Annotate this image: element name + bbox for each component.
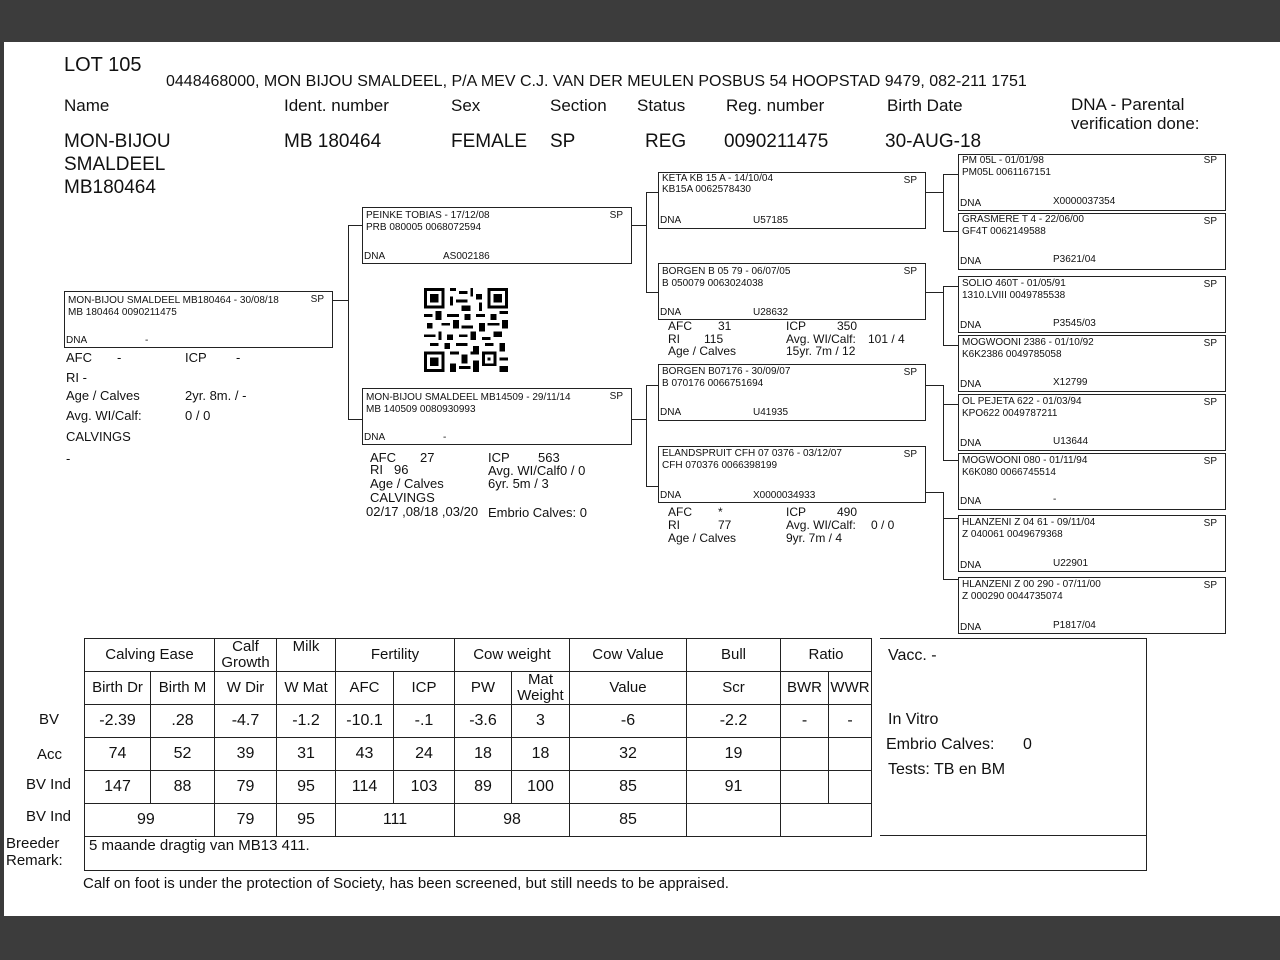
- self-afc-value: -: [117, 350, 122, 365]
- gp3-sp: SP: [903, 367, 917, 378]
- gp2-wi-label: Avg. WI/Calf:: [786, 332, 856, 346]
- table-cell: [829, 738, 872, 771]
- animal-ident: MB 180464: [284, 131, 382, 152]
- gp2-title: BORGEN B 05 79 - 06/07/05: [662, 266, 791, 277]
- gp2-age-label: Age / Calves: [668, 344, 737, 358]
- great-grandparent-box-6: [958, 453, 1226, 510]
- col-pw: PW: [455, 672, 512, 705]
- table-cell: 91: [687, 771, 781, 804]
- ggp2-dna-value: P3621/04: [1053, 254, 1096, 265]
- breeding-values-table: [84, 638, 872, 837]
- gp3-dna-value: U41935: [753, 407, 789, 418]
- ggp8-line2: Z 000290 0044735074: [962, 591, 1063, 602]
- self-title: MON-BIJOU SMALDEEL MB180464 - 30/08/18: [68, 295, 279, 306]
- ggp5-dna-value: U13644: [1053, 436, 1089, 447]
- pedigree-certificate-page: [4, 42, 1280, 916]
- animal-birth: 30-AUG-18: [885, 131, 982, 152]
- viewer-top-bar: [0, 0, 1280, 42]
- header-sex: Sex: [451, 96, 481, 115]
- table-cell: 103: [394, 771, 455, 804]
- group-calf-growth: Calf Growth: [215, 639, 277, 672]
- table-cell: 32: [570, 738, 687, 771]
- gp4-icp-label: ICP: [786, 505, 807, 519]
- self-wi-value: 0 / 0: [185, 408, 211, 423]
- gp2-wi-value: 101 / 4: [868, 332, 905, 346]
- table-cell: 79: [215, 804, 277, 837]
- dam-box: [362, 388, 632, 445]
- vacc-text: Vacc. -: [888, 647, 937, 664]
- table-cell: [781, 771, 829, 804]
- ggp8-dna-value: P1817/04: [1053, 620, 1096, 631]
- lot-number: LOT 105: [64, 54, 142, 76]
- table-cell: 31: [277, 738, 336, 771]
- ggp4-sp: SP: [1203, 338, 1217, 349]
- breeder-label: Breeder: [6, 835, 60, 852]
- table-cell: -.1: [394, 705, 455, 738]
- grandparent-box-2: [658, 263, 926, 320]
- vaccination-panel: [880, 638, 1147, 836]
- great-grandparent-box-4: [958, 335, 1226, 392]
- gp1-dna-value: U57185: [753, 215, 789, 226]
- table-cell: .28: [151, 705, 215, 738]
- ggp5-title: OL PEJETA 622 - 01/03/94: [962, 396, 1082, 407]
- header-birth: Birth Date: [887, 96, 963, 115]
- table-cell: 43: [336, 738, 394, 771]
- table-cell: 18: [512, 738, 570, 771]
- group-fertility: Fertility: [336, 639, 455, 672]
- self-icp-label: ICP: [185, 350, 207, 365]
- group-cow-value: Cow Value: [570, 639, 687, 672]
- ggp5-sp: SP: [1203, 397, 1217, 408]
- owner-line: 0448468000, MON BIJOU SMALDEEL, P/A MEV C.J. VAN DER MEULEN POSBUS 54 HOOPSTAD 9479, 082-211 1751: [166, 73, 1027, 90]
- header-section: Section: [550, 96, 607, 115]
- gp3-line2: B 070176 0066751694: [662, 378, 764, 389]
- table-cell: 114: [336, 771, 394, 804]
- dam-icp-value: 563: [538, 450, 560, 465]
- table-cell: 85: [570, 771, 687, 804]
- gp4-age-value: 9yr. 7m / 4: [786, 531, 843, 545]
- gp2-icp-value: 350: [837, 319, 858, 333]
- dam-age-value: 6yr. 5m / 3: [488, 476, 549, 491]
- ggp2-sp: SP: [1203, 216, 1217, 227]
- sire-title: PEINKE TOBIAS - 17/12/08: [366, 210, 490, 221]
- gp2-afc-value: 31: [718, 319, 732, 333]
- animal-reg: 0090211475: [724, 131, 829, 152]
- breeder-remark-text: 5 maande dragtig van MB13 411.: [89, 837, 310, 854]
- sire-dna-label: DNA: [364, 251, 386, 262]
- dam-line2: MB 140509 0080930993: [366, 404, 476, 415]
- sire-dna-value: AS002186: [443, 251, 490, 262]
- group-bull: Bull: [687, 639, 781, 672]
- table-cell: 89: [455, 771, 512, 804]
- table-cell: 85: [570, 804, 687, 837]
- dam-icp-label: ICP: [488, 450, 510, 465]
- gp4-dna-label: DNA: [660, 490, 682, 501]
- table-cell: 111: [336, 804, 455, 837]
- table-cell: -6: [570, 705, 687, 738]
- ggp4-title: MOGWOONI 2386 - 01/10/92: [962, 337, 1094, 348]
- gp2-ri-label: RI: [668, 332, 680, 346]
- gp1-sp: SP: [903, 175, 917, 186]
- ggp1-line2: PM05L 0061167151: [962, 167, 1051, 178]
- self-icp-value: -: [236, 350, 241, 365]
- table-cell: 18: [455, 738, 512, 771]
- self-age-value: 2yr. 8m. / -: [185, 388, 247, 403]
- col-value: Value: [570, 672, 687, 705]
- ggp2-title: GRASMERE T 4 - 22/06/00: [962, 214, 1084, 225]
- col-birth-m: Birth M: [151, 672, 215, 705]
- gp4-age-label: Age / Calves: [668, 531, 737, 545]
- sire-sp: SP: [609, 210, 623, 221]
- embrio-calves-value: 0: [1023, 736, 1032, 753]
- gp4-icp-value: 490: [837, 505, 858, 519]
- column-header-row: [85, 672, 872, 705]
- remark-label: Remark:: [6, 852, 63, 869]
- gp2-dna-label: DNA: [660, 307, 682, 318]
- dam-embrio: Embrio Calves: 0: [488, 505, 587, 520]
- animal-section: SP: [550, 131, 576, 152]
- gp2-ri-value: 115: [704, 332, 724, 346]
- ggp1-sp: SP: [1203, 155, 1217, 166]
- animal-name-2: SMALDEEL: [64, 154, 166, 175]
- ggp3-title: SOLIO 460T - 01/05/91: [962, 278, 1066, 289]
- row-label-bv-ind: BV Ind: [26, 776, 72, 793]
- table-cell: [781, 804, 872, 837]
- animal-status: REG: [645, 131, 687, 152]
- gp2-line2: B 050079 0063024038: [662, 278, 764, 289]
- animal-name-1: MON-BIJOU: [64, 131, 171, 152]
- ggp8-dna-label: DNA: [960, 622, 982, 633]
- ggp3-line2: 1310.LVIII 0049785538: [962, 290, 1066, 301]
- ggp7-line2: Z 040061 0049679368: [962, 529, 1063, 540]
- col-scr: Scr: [687, 672, 781, 705]
- dam-title: MON-BIJOU SMALDEEL MB14509 - 29/11/14: [366, 392, 571, 403]
- gp4-afc-label: AFC: [668, 505, 692, 519]
- grandparent-box-3: [658, 364, 926, 421]
- self-dna-label: DNA: [66, 335, 88, 346]
- gp4-line2: CFH 070376 0066398199: [662, 460, 778, 471]
- table-cell: 95: [277, 771, 336, 804]
- ggp6-sp: SP: [1203, 456, 1217, 467]
- table-row-acc: [85, 738, 872, 771]
- animal-name-3: MB180464: [64, 177, 156, 198]
- gp1-title: KETA KB 15 A - 14/10/04: [662, 173, 774, 184]
- ggp8-title: HLANZENI Z 00 290 - 07/11/00: [962, 579, 1101, 590]
- self-line2: MB 180464 0090211475: [68, 307, 177, 318]
- dam-wi: Avg. WI/Calf0 / 0: [488, 463, 586, 478]
- gp2-dna-value: U28632: [753, 307, 789, 318]
- dam-sp: SP: [609, 391, 623, 402]
- row-label-acc: Acc: [37, 746, 63, 763]
- gp4-wi-value: 0 / 0: [871, 518, 895, 532]
- col-icp: ICP: [394, 672, 455, 705]
- self-sp: SP: [310, 294, 324, 305]
- self-ri: RI -: [66, 370, 87, 385]
- viewer-bottom-bar: [0, 916, 1280, 960]
- group-ratio: Ratio: [781, 639, 872, 672]
- breeder-remark-box: [84, 836, 1147, 871]
- self-age-label: Age / Calves: [66, 388, 140, 403]
- ggp1-dna-label: DNA: [960, 198, 982, 209]
- gp4-sp: SP: [903, 449, 917, 460]
- gp2-age-value: 15yr. 7m / 12: [786, 344, 856, 358]
- gp2-afc-label: AFC: [668, 319, 692, 333]
- qr-code-icon: [422, 288, 510, 372]
- col-afc: AFC: [336, 672, 394, 705]
- self-pedigree-box: [64, 291, 333, 348]
- gp4-afc-value: *: [718, 505, 723, 519]
- table-cell: -10.1: [336, 705, 394, 738]
- table-cell: 24: [394, 738, 455, 771]
- dam-calvings-label: CALVINGS: [370, 490, 435, 505]
- table-cell: 19: [687, 738, 781, 771]
- ggp3-dna-value: P3545/03: [1053, 318, 1096, 329]
- sire-box: [362, 207, 632, 264]
- table-row-bv-ind: [85, 771, 872, 804]
- col-mat-weight: Mat Weight: [512, 672, 570, 705]
- table-cell: -1.2: [277, 705, 336, 738]
- group-cow-weight: Cow weight: [455, 639, 570, 672]
- table-cell: 98: [455, 804, 570, 837]
- self-calvings-value: -: [66, 451, 71, 466]
- self-dna-value: -: [145, 335, 149, 346]
- ggp8-sp: SP: [1203, 580, 1217, 591]
- ggp1-dna-value: X0000037354: [1053, 196, 1116, 207]
- col-wwr: WWR: [829, 672, 872, 705]
- embrio-calves-label: Embrio Calves:: [886, 736, 995, 753]
- dam-age-label: Age / Calves: [370, 476, 444, 491]
- sire-line2: PRB 080005 0068072594: [366, 222, 482, 233]
- table-cell: [687, 804, 781, 837]
- ggp5-line2: KPO622 0049787211: [962, 408, 1058, 419]
- grandparent-box-1: [658, 172, 926, 229]
- gp4-wi-label: Avg. WI/Calf:: [786, 518, 856, 532]
- table-cell: 79: [215, 771, 277, 804]
- col-bwr: BWR: [781, 672, 829, 705]
- great-grandparent-box-7: [958, 515, 1226, 572]
- ggp7-sp: SP: [1203, 518, 1217, 529]
- ggp7-title: HLANZENI Z 04 61 - 09/11/04: [962, 517, 1096, 528]
- table-cell: 39: [215, 738, 277, 771]
- group-calving-ease: Calving Ease: [85, 639, 215, 672]
- table-cell: 100: [512, 771, 570, 804]
- table-cell: 95: [277, 804, 336, 837]
- ggp5-dna-label: DNA: [960, 438, 982, 449]
- gp3-title: BORGEN B07176 - 30/09/07: [662, 366, 791, 377]
- table-cell: [829, 771, 872, 804]
- in-vitro-text: In Vitro: [888, 711, 939, 728]
- ggp2-line2: GF4T 0062149588: [962, 226, 1046, 237]
- ggp6-line2: K6K080 0066745514: [962, 467, 1056, 478]
- ggp3-sp: SP: [1203, 279, 1217, 290]
- gp1-line2: KB15A 0062578430: [662, 184, 751, 195]
- table-cell: -2.39: [85, 705, 151, 738]
- table-row-bv-ind-grouped: [85, 804, 872, 837]
- great-grandparent-box-3: [958, 276, 1226, 333]
- table-cell: 3: [512, 705, 570, 738]
- ggp2-dna-label: DNA: [960, 256, 982, 267]
- table-cell: -4.7: [215, 705, 277, 738]
- col-w-mat: W Mat: [277, 672, 336, 705]
- dam-calvings-value: 02/17 ,08/18 ,03/20: [366, 504, 479, 519]
- gp2-sp: SP: [903, 266, 917, 277]
- ggp6-dna-value: -: [1053, 494, 1057, 505]
- table-cell: 88: [151, 771, 215, 804]
- gp2-icp-label: ICP: [786, 319, 807, 333]
- table-cell: -3.6: [455, 705, 512, 738]
- header-ident: Ident. number: [284, 96, 389, 115]
- dam-afc-label: AFC: [370, 450, 396, 465]
- table-cell: -2.2: [687, 705, 781, 738]
- dam-ri-label: RI: [370, 462, 383, 477]
- table-cell: 74: [85, 738, 151, 771]
- gp1-dna-label: DNA: [660, 215, 682, 226]
- ggp7-dna-label: DNA: [960, 560, 982, 571]
- row-label-bv-ind-2: BV Ind: [26, 808, 72, 825]
- gp4-dna-value: X0000034933: [753, 490, 816, 501]
- animal-sex: FEMALE: [451, 131, 528, 152]
- dam-ri-value: 96: [394, 462, 409, 477]
- gp4-ri-value: 77: [718, 518, 732, 532]
- grandparent-box-4: [658, 446, 926, 503]
- gp3-dna-label: DNA: [660, 407, 682, 418]
- header-dna-1: DNA - Parental: [1071, 95, 1185, 114]
- self-afc-label: AFC: [66, 350, 92, 365]
- ggp4-dna-label: DNA: [960, 379, 982, 390]
- ggp6-dna-label: DNA: [960, 496, 982, 507]
- dam-afc-value: 27: [420, 450, 435, 465]
- header-reg: Reg. number: [726, 96, 825, 115]
- self-calvings-label: CALVINGS: [66, 429, 131, 444]
- gp4-ri-label: RI: [668, 518, 680, 532]
- great-grandparent-box-8: [958, 577, 1226, 634]
- header-name: Name: [64, 96, 110, 115]
- table-cell: -: [781, 705, 829, 738]
- col-w-dir: W Dir: [215, 672, 277, 705]
- table-cell: [781, 738, 829, 771]
- table-cell: 99: [85, 804, 215, 837]
- ggp4-line2: K6K2386 0049785058: [962, 349, 1062, 360]
- header-dna-2: verification done:: [1071, 114, 1200, 133]
- row-label-bv: BV: [39, 711, 60, 728]
- great-grandparent-box-1: [958, 154, 1226, 211]
- dam-dna-label: DNA: [364, 432, 386, 443]
- ggp7-dna-value: U22901: [1053, 558, 1089, 569]
- table-cell: -: [829, 705, 872, 738]
- tests-text: Tests: TB en BM: [888, 761, 1006, 778]
- great-grandparent-box-5: [958, 394, 1226, 451]
- col-birth-dr: Birth Dr: [85, 672, 151, 705]
- group-header-row: [85, 639, 872, 672]
- great-grandparent-box-2: [958, 213, 1226, 270]
- header-status: Status: [637, 96, 686, 115]
- group-milk: Milk: [277, 639, 336, 672]
- gp4-title: ELANDSPRUIT CFH 07 0376 - 03/12/07: [662, 448, 842, 459]
- ggp6-title: MOGWOONI 080 - 01/11/94: [962, 455, 1088, 466]
- ggp1-title: PM 05L - 01/01/98: [962, 155, 1044, 166]
- self-wi-label: Avg. WI/Calf:: [66, 408, 142, 423]
- table-cell: 147: [85, 771, 151, 804]
- ggp3-dna-label: DNA: [960, 320, 982, 331]
- ggp4-dna-value: X12799: [1053, 377, 1088, 388]
- footer-note: Calf on foot is under the protection of Society, has been screened, but still needs to be appraised.: [83, 875, 729, 892]
- table-row-bv: [85, 705, 872, 738]
- dam-dna-value: -: [443, 432, 447, 443]
- table-cell: 52: [151, 738, 215, 771]
